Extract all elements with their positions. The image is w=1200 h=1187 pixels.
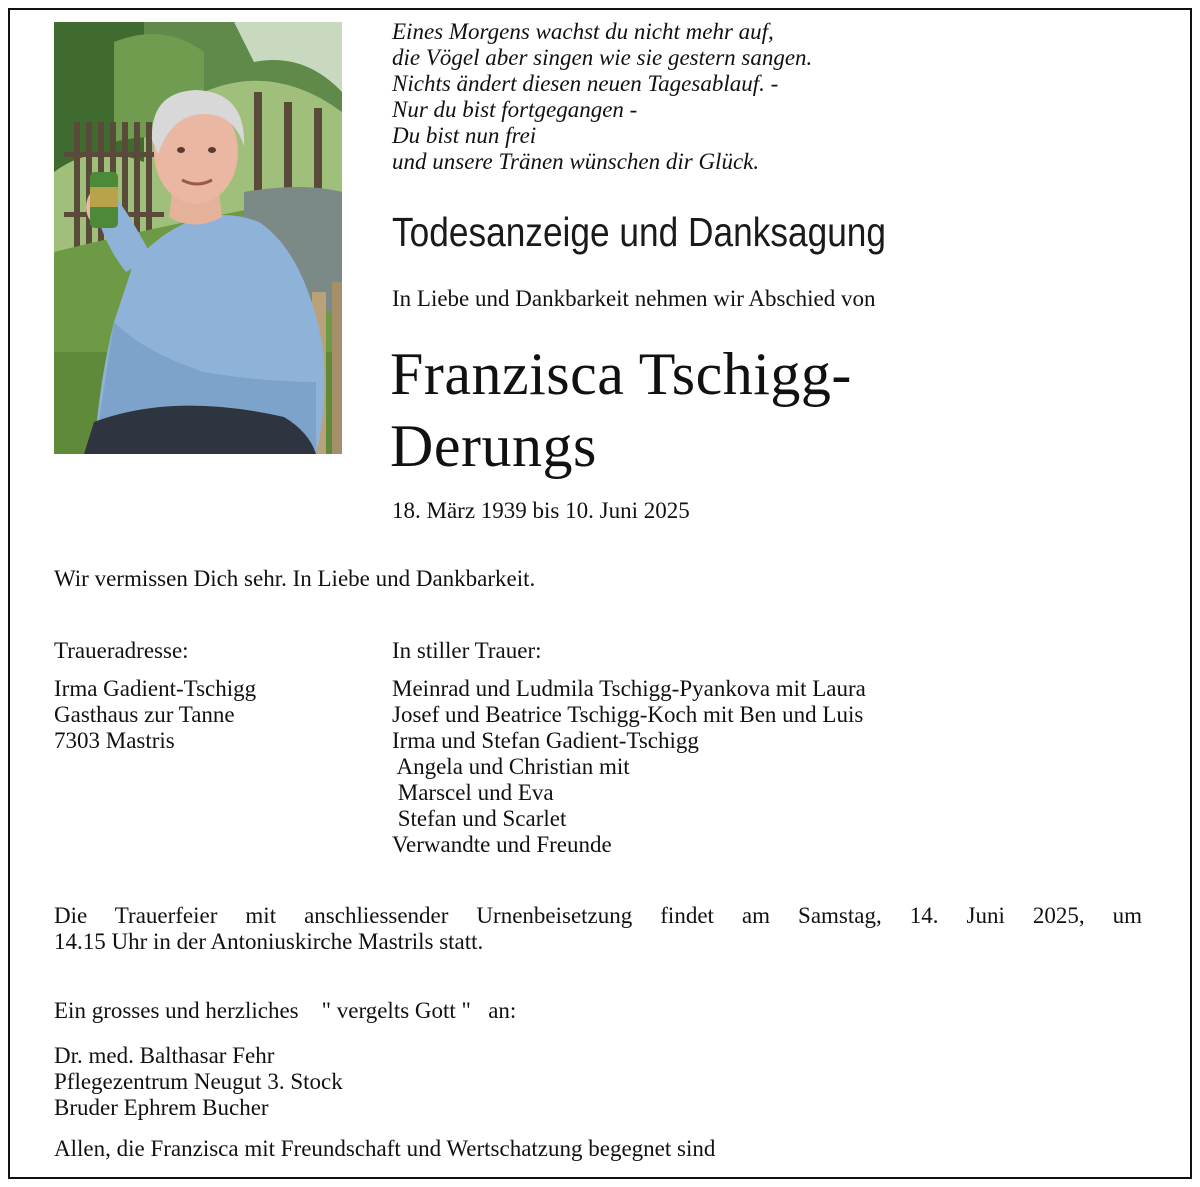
poem-line: und unsere Tränen wünschen dir Glück. — [392, 149, 760, 174]
deceased-name-line: Franzisca Tschigg- — [390, 341, 852, 407]
intro-text: In Liebe und Dankbarkeit nehmen wir Abschied von — [392, 286, 876, 311]
closing-text: Allen, die Franzisca mit Freundschaft und Wertschatzung begegnet sind — [54, 1136, 716, 1161]
mourner-line: Verwandte und Freunde — [392, 832, 612, 857]
poem-line: Nur du bist fortgegangen - — [392, 97, 638, 122]
portrait-photo — [54, 22, 342, 454]
deceased-name — [390, 338, 1150, 482]
poem-line: Nichts ändert diesen neuen Tagesablauf. - — [392, 71, 779, 96]
thanks-list — [54, 1043, 343, 1121]
address-line: Irma Gadient-Tschigg — [54, 676, 257, 701]
address-heading: Traueradresse: — [54, 638, 189, 663]
poem-line: die Vögel aber singen wie sie gestern sangen. — [392, 45, 813, 70]
mourner-line: Marscel und Eva — [392, 780, 554, 805]
obituary-notice — [8, 8, 1192, 1179]
thanks-line: Pflegezentrum Neugut 3. Stock — [54, 1069, 343, 1094]
mourner-line: Angela und Christian mit — [392, 754, 630, 779]
mourning-address — [54, 638, 256, 754]
address-line: 7303 Mastris — [54, 728, 175, 753]
address-line: Gasthaus zur Tanne — [54, 702, 235, 727]
funeral-announcement — [54, 903, 1142, 955]
poem-line: Du bist nun frei — [392, 123, 537, 148]
thanks-heading: Ein grosses und herzliches " vergelts Gott " an: — [54, 998, 517, 1023]
portrait-illustration — [54, 22, 342, 454]
thanks-line: Bruder Ephrem Bucher — [54, 1095, 269, 1120]
funeral-line: 14.15 Uhr in der Antoniuskirche Mastrils statt. — [54, 929, 484, 954]
deceased-name-line: Derungs — [390, 413, 597, 479]
mourner-line: Irma und Stefan Gadient-Tschigg — [392, 728, 699, 753]
notice-headline: Todesanzeige und Danksagung — [392, 209, 887, 255]
mourners-heading: In stiller Trauer: — [392, 638, 542, 663]
poem — [392, 19, 1152, 175]
mourner-line: Meinrad und Ludmila Tschigg-Pyankova mit Laura — [392, 676, 866, 701]
mourners-list — [392, 638, 866, 858]
mourner-line: Josef und Beatrice Tschigg-Koch mit Ben und Luis — [392, 702, 864, 727]
thanks-line: Dr. med. Balthasar Fehr — [54, 1043, 275, 1068]
life-dates: 18. März 1939 bis 10. Juni 2025 — [392, 498, 690, 523]
poem-line: Eines Morgens wachst du nicht mehr auf, — [392, 19, 774, 44]
funeral-line: Die Trauerfeier mit anschliessender Urnenbeisetzung findet am Samstag, 14. Juni 2025, um — [54, 903, 1142, 928]
mourner-line: Stefan und Scarlet — [392, 806, 567, 831]
missing-you-text: Wir vermissen Dich sehr. In Liebe und Dankbarkeit. — [54, 566, 536, 591]
